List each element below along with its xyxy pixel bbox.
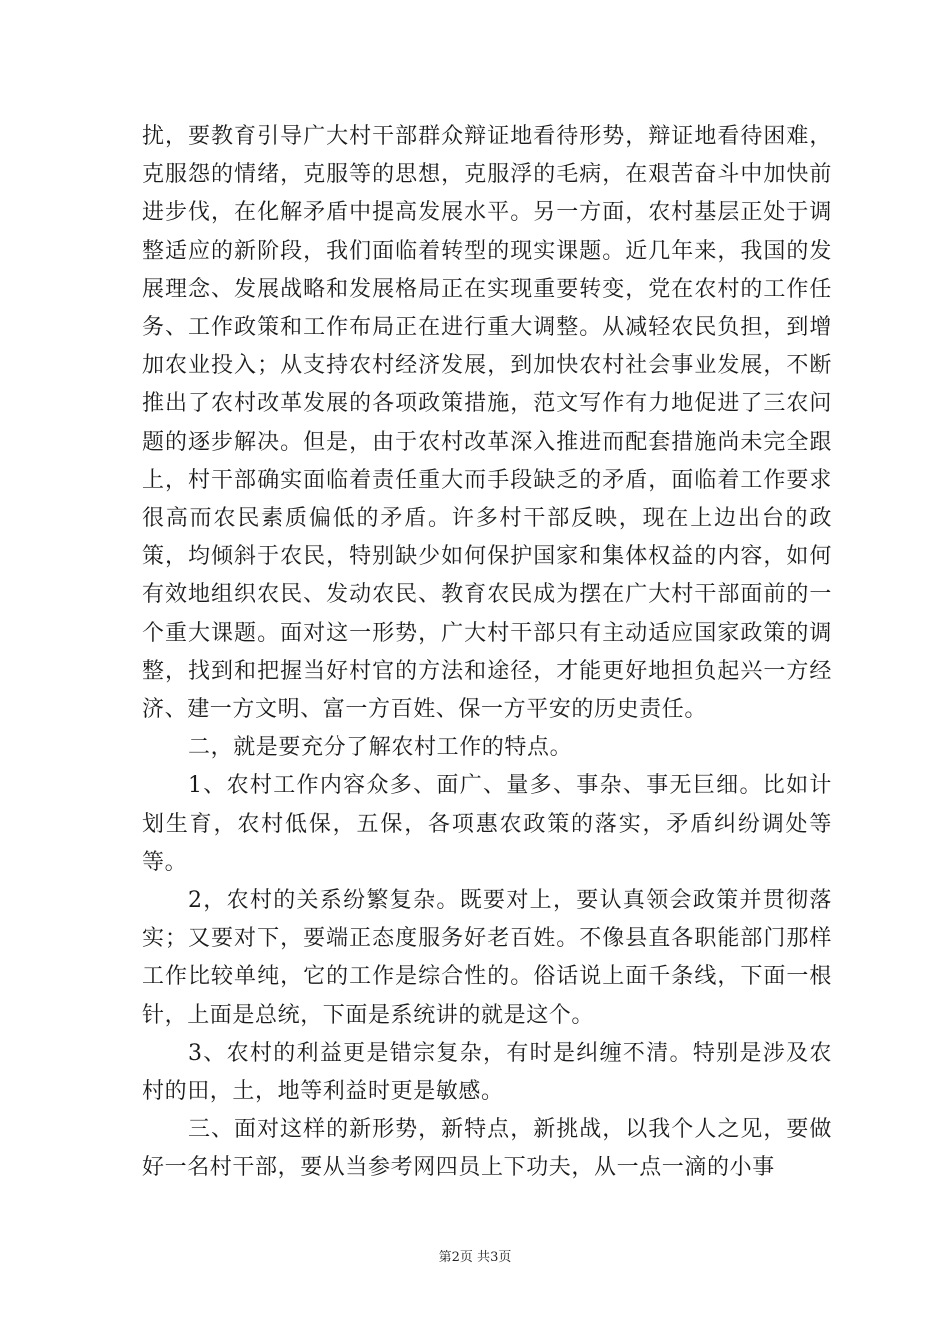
footer-total-pages: 3 <box>490 1250 499 1265</box>
page-footer <box>0 1246 950 1265</box>
paragraph-item-three: 3、农村的利益更是错宗复杂，有时是纠缠不清。特别是涉及农村的田，土，地等利益时更是敏感。 <box>142 1040 832 1105</box>
footer-middle: 页 共 <box>459 1250 491 1265</box>
paragraph-section-two-heading: 二，就是要充分了解农村工作的特点。 <box>188 735 573 761</box>
paragraph-section-three: 三、面对这样的新形势，新特点，新挑战，以我个人之见，要做好一名村干部，要从当参考网四员上下功夫，从一点一滴的小事 <box>142 1117 832 1181</box>
document-body <box>142 118 832 1188</box>
footer-suffix: 页 <box>498 1250 512 1265</box>
footer-current-page: 2 <box>451 1250 460 1265</box>
paragraph-item-one: 1、农村工作内容众多、面广、量多、事杂、事无巨细。比如计划生育，农村低保，五保，各项惠农政策的落实，矛盾纠纷调处等等。 <box>142 773 832 875</box>
footer-prefix: 第 <box>438 1250 452 1265</box>
paragraph-item-two: 2，农村的关系纷繁复杂。既要对上，要认真领会政策并贯彻落实；又要对下，要端正态度服务好老百姓。不像县直各职能部门那样工作比较单纯，它的工作是综合性的。俗话说上面千条线，下面一根针，上面是总统，下面是系统讲的就是这个。 <box>142 888 832 1028</box>
paragraph-continuation: 扰，要教育引导广大村干部群众辩证地看待形势，辩证地看待困难，克服怨的情绪，克服等的思想，克服浮的毛病，在艰苦奋斗中加快前进步伐，在化解矛盾中提高发展水平。另一方面，农村基层正处于调整适应的新阶段，我们面临着转型的现实课题。近几年来，我国的发展理念、发展战略和发展格局正在实现重要转变，党在农村的工作任务、工作政策和工作布局正在进行重大调整。从减轻农民负担，到增加农业投入；从支持农村经济发展，到加快农村社会事业发展，不断推出了农村改革发展的各项政策措施，范文写作有力地促进了三农问题的逐步解决。但是，由于农村改革深入推进而配套措施尚未完全跟上，村干部确实面临着责任重大而手段缺乏的矛盾，面临着工作要求很高而农民素质偏低的矛盾。许多村干部反映，现在上边出台的政策，均倾斜于农民，特别缺少如何保护国家和集体权益的内容，如何有效地组织农民、发动农民、教育农民成为摆在广大村干部面前的一个重大课题。面对这一形势，广大村干部只有主动适应国家政策的调整，找到和把握当好村官的方法和途径，才能更好地担负起兴一方经济、建一方文明、富一方百姓、保一方平安的历史责任。 <box>142 124 832 723</box>
